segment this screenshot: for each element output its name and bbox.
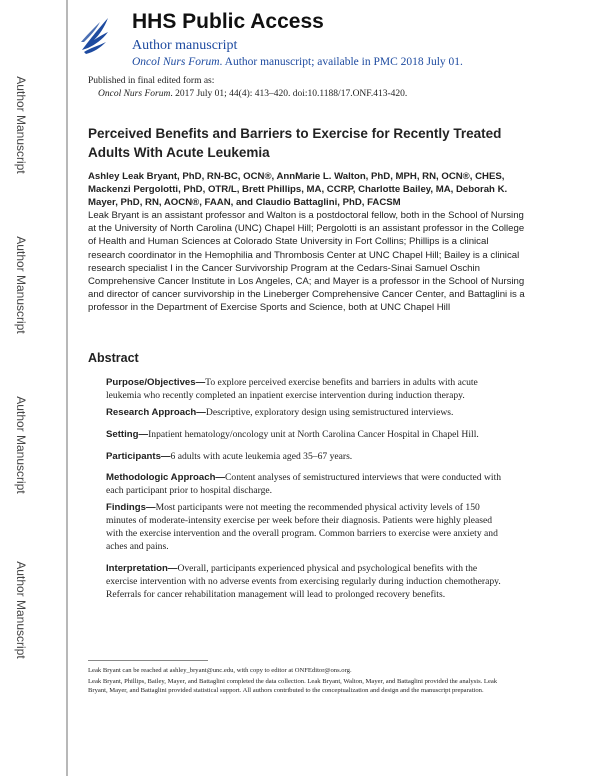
abstract-methodologic-approach: Methodologic Approach—Content analyses of semistructured interviews that were conducted with each participant prior to hospital discharge. [106,472,502,496]
citation-line: Oncol Nurs Forum. 2017 July 01; 44(4): 413–420. doi:10.1188/17.ONF.413-420. [98,89,408,99]
abstract-interpretation: Interpretation—Overall, participants experienced physical and psychological benefits with the exercise intervention with no adverse events from exercising regularly during induction chemotherapy. Referrals for cancer rehabilitation management will lead to prolonged recovery benefits. [106,563,501,600]
abstract-purpose: Purpose/Objectives—To explore perceived exercise benefits and barriers in adults with acute leukemia who recently completed an inpatient exercise intervention during induction therapy. [106,377,478,401]
footnote-contact: Leak Bryant can be reached at ashley_bryant@unc.edu, with copy to editor at ONFEditor@ons.org. [88,667,352,674]
abstract-participants: Participants—6 adults with acute leukemia aged 35–67 years. [106,451,353,462]
hhs-eagle-logo-icon [78,12,112,58]
footnote-rule [88,660,208,661]
article-title: Perceived Benefits and Barriers to Exercise for Recently Treated Adults With Acute Leukemia [88,126,502,160]
sidebar-label: Author Manuscript [14,76,28,174]
sidebar-label: Author Manuscript [14,236,28,334]
abstract-findings: Findings—Most participants were not meeting the recommended physical activity levels of 150 minutes of moderate-intensity exercise per week before their diagnosis. Patients were highly pleased with the exercise intervention and the overall program. Common barriers to exercise were anxiety and aches and pains. [106,502,498,552]
abstract-research-approach: Research Approach—Descriptive, exploratory design using semistructured interviews. [106,407,454,418]
author-manuscript-subtitle: Author manuscript [132,38,238,53]
sidebar-label: Author Manuscript [14,561,28,659]
hhs-public-access-title: HHS Public Access [132,10,324,33]
journal-name: Oncol Nurs Forum [132,56,220,68]
left-margin-rule [66,0,68,776]
author-affiliations: Leak Bryant is an assistant professor and Walton is a postdoctoral fellow, both in the School of Nursing at the University of North Carolina (UNC) Chapel Hill; Pergolotti is an assistant professor in the College of Health and Human Sciences at Colorado State University in Fort Collins; Phillips is a clinical research coordinator in the Hemophilia and Thrombosis Center at UNC Chapel Hill; Bailey is a clinical research specialist I in the Cancer Survivorship Program at the Cedars-Sinai Samuel Oschin Comprehensive Cancer Institute in Los Angeles, CA; and Mayer is a professor in the School of Nursing and director of cancer survivorship in the Lineberger Comprehensive Cancer Center, and Battaglini is a professor in the Department of Exercise Sports and Science, both at UNC Chapel Hill [88,210,525,314]
sidebar-label: Author Manuscript [14,396,28,494]
citation-journal: Oncol Nurs Forum [98,89,171,99]
footnote-contributions: Leak Bryant, Phillips, Bailey, Mayer, and Battaglini completed the data collection. Leak Bryant, Walton, Mayer, and Battaglini provided the analysis. Leak Bryant, Mayer, and Battaglini provided statistical support. All authors contributed to the conceptualization and design and the manuscript preparation. [88,678,498,694]
abstract-heading: Abstract [88,351,139,365]
author-list: Ashley Leak Bryant, PhD, RN-BC, OCN®, AnnMarie L. Walton, PhD, MPH, RN, OCN®, CHES, Mackenzi Pergolotti, PhD, OTR/L, Brett Phillips, MA, CCRP, Charlotte Bailey, MA, Deborah K. Mayer, PhD, RN, AOCN®, FAAN, and Claudio Battaglini, PhD, FACSM [88,171,508,208]
published-label: Published in final edited form as: [88,76,215,86]
availability-line: Oncol Nurs Forum. Author manuscript; available in PMC 2018 July 01. [132,56,463,68]
abstract-setting: Setting—Inpatient hematology/oncology unit at North Carolina Cancer Hospital in Chapel Hill. [106,429,479,440]
